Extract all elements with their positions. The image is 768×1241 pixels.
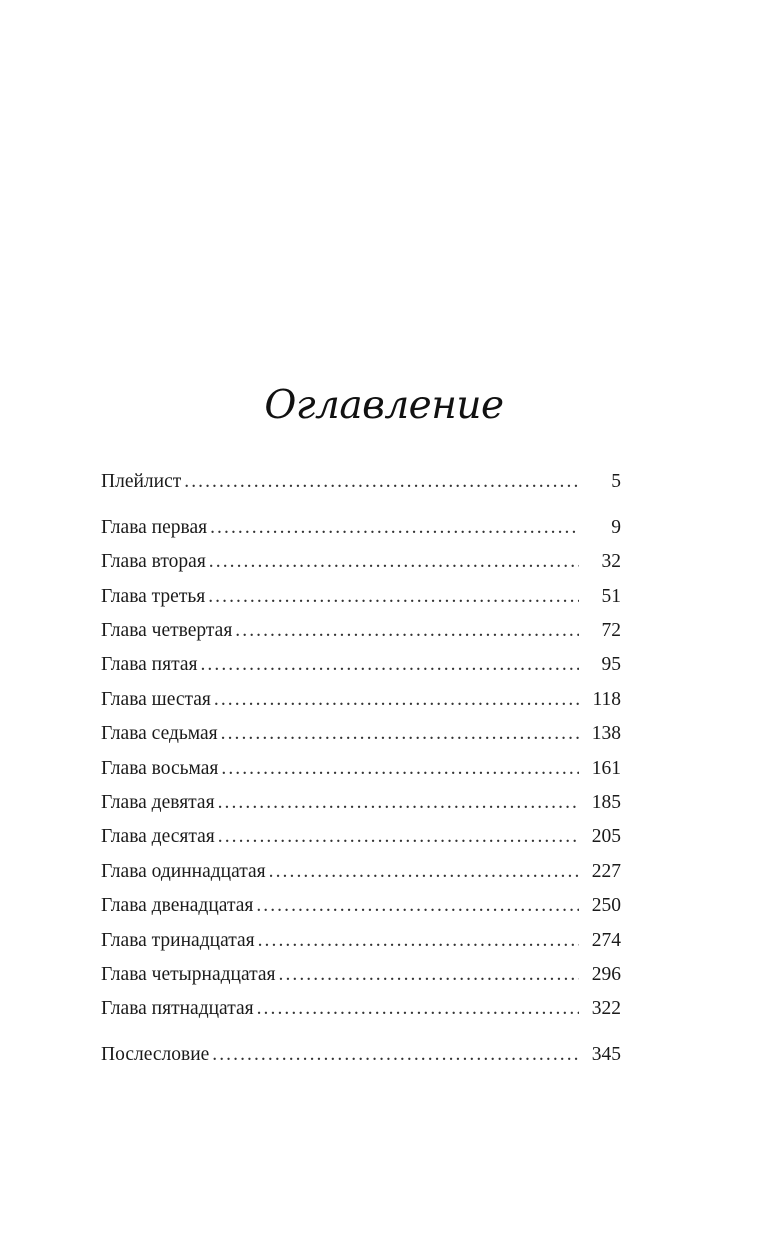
toc-entry-chapter-1 [101, 515, 621, 541]
toc-entry-chapter-3 [101, 584, 621, 610]
toc-entry-label: Глава пятая [101, 654, 198, 675]
toc-entry-label: Глава четвертая [101, 620, 233, 641]
toc-entry-page: 118 [592, 689, 621, 710]
toc-entry-label: Глава шестая [101, 689, 211, 710]
toc-entry-chapter-11 [101, 859, 621, 885]
toc-entry-label: Глава вторая [101, 551, 206, 572]
toc-entry-chapter-10 [101, 824, 621, 850]
dot-leader [218, 824, 579, 850]
toc-entry-playlist [101, 469, 621, 495]
dot-leader [269, 859, 579, 885]
toc-entry-page: 296 [591, 964, 621, 985]
dot-leader [235, 618, 579, 644]
toc-entry-page: 9 [611, 517, 621, 538]
dot-leader [200, 652, 579, 678]
toc-entry-chapter-15 [101, 996, 621, 1022]
dot-leader [218, 790, 579, 816]
toc-entry-label: Глава третья [101, 586, 206, 607]
toc-entry-label: Глава одиннадцатая [101, 861, 266, 882]
toc-entry-label: Глава четырнадцатая [101, 964, 276, 985]
dot-leader [221, 721, 579, 747]
toc-entry-page: 161 [591, 758, 621, 779]
dot-leader [212, 1042, 579, 1068]
dot-leader [279, 962, 580, 988]
toc-entry-chapter-2 [101, 549, 621, 575]
dot-leader [258, 928, 579, 954]
toc-entry-label: Глава тринадцатая [101, 930, 255, 951]
dot-leader [208, 584, 579, 610]
toc-entry-chapter-14 [101, 962, 621, 988]
dot-leader [221, 756, 579, 782]
toc-entry-page: 250 [591, 895, 621, 916]
toc-entry-afterword [101, 1042, 621, 1068]
toc-entry-chapter-6 [101, 687, 621, 713]
toc-entry-label: Глава девятая [101, 792, 215, 813]
toc-entry-page: 322 [591, 998, 621, 1019]
toc-entry-chapter-7 [101, 721, 621, 747]
toc-entry-label: Глава двенадцатая [101, 895, 254, 916]
toc-entry-page: 5 [611, 471, 621, 492]
dot-leader [257, 996, 579, 1022]
toc-entry-page: 345 [591, 1044, 621, 1065]
toc-entry-page: 227 [591, 861, 621, 882]
toc-entry-page: 274 [591, 930, 621, 951]
toc-entry-page: 32 [601, 551, 621, 572]
toc-entry-page: 185 [591, 792, 621, 813]
dot-leader [210, 515, 579, 541]
dot-leader [256, 893, 579, 919]
toc-entry-page: 205 [591, 826, 621, 847]
toc-entry-page: 72 [601, 620, 621, 641]
toc-entry-label: Глава первая [101, 517, 208, 538]
toc-entry-chapter-9 [101, 790, 621, 816]
toc-entry-chapter-12 [101, 893, 621, 919]
toc-entry-page: 138 [591, 723, 621, 744]
toc-entry-label: Послесловие [101, 1044, 210, 1065]
dot-leader [209, 549, 579, 575]
toc-entry-chapter-5 [101, 652, 621, 678]
toc-entry-chapter-8 [101, 756, 621, 782]
toc-entry-page: 95 [601, 654, 621, 675]
toc-entry-label: Глава восьмая [101, 758, 219, 779]
toc-entry-chapter-4 [101, 618, 621, 644]
toc-entry-label: Плейлист [101, 471, 182, 492]
dot-leader [184, 469, 579, 495]
toc-entry-page: 51 [601, 586, 621, 607]
toc-entry-label: Глава пятнадцатая [101, 998, 254, 1019]
page-title: Оглавление [264, 383, 504, 428]
toc-entry-label: Глава десятая [101, 826, 215, 847]
dot-leader [214, 687, 579, 713]
toc-entry-label: Глава седьмая [101, 723, 218, 744]
toc-entry-chapter-13 [101, 928, 621, 954]
